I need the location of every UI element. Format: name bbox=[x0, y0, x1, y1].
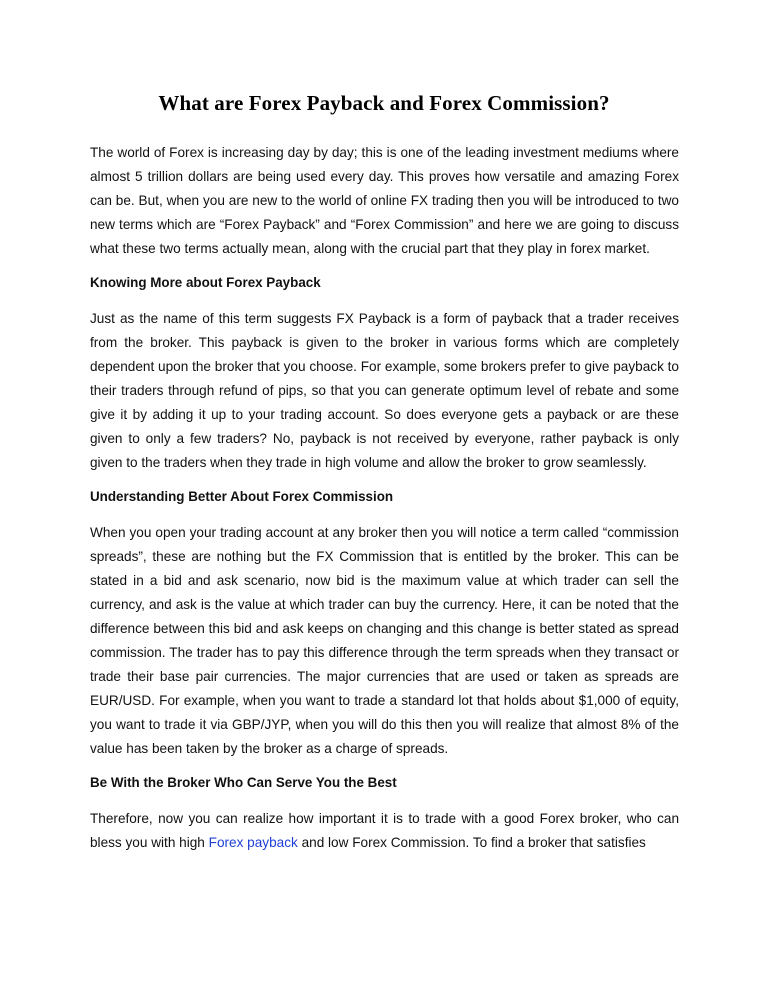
forex-payback-paragraph: Just as the name of this term suggests FX Payback is a form of payback that a trader receives from the broker. This payback is given to the broker in various forms which are completely dependent upon the broker that you choose. For example, some brokers prefer to give payback to their traders through refund of pips, so that you can generate optimum level of rebate and some give it by adding it up to your trading account. So does everyone gets a payback or are these given to only a few traders? No, payback is not received by everyone, rather payback is only given to the traders when they trade in high volume and allow the broker to grow seamlessly. bbox=[90, 311, 679, 470]
document-title: What are Forex Payback and Forex Commission? bbox=[158, 91, 610, 115]
section-heading-best-broker: Be With the Broker Who Can Serve You the Best bbox=[90, 775, 397, 790]
best-broker-text-end: and low Forex Commission. To find a broker that satisfies bbox=[297, 835, 646, 850]
section-heading-forex-commission: Understanding Better About Forex Commission bbox=[90, 489, 394, 504]
best-broker-text-start: Therefore, now you can realize how important it is to trade with a good Forex broker, who can bless you with high bbox=[90, 811, 679, 850]
section-heading-forex-payback: Knowing More about Forex Payback bbox=[90, 275, 321, 290]
forex-commission-paragraph: When you open your trading account at any broker then you will notice a term called “commission spreads”, these are nothing but the FX Commission that is entitled by the broker. This can be stated in a bid and ask scenario, now bid is the maximum value at which trader can sell the currency, and ask is the value at which trader can buy the currency. Here, it can be noted that the difference between this bid and ask keeps on changing and this change is better stated as spread commission. The trader has to pay this difference through the term spreads when they transact or trade their base pair currencies. The major currencies that are used or taken as spreads are EUR/USD. For example, when you want to trade a standard lot that holds about $1,000 of equity, you want to trade it via GBP/JYP, when you will do this then you will realize that almost 8% of the value has been taken by the broker as a charge of spreads. bbox=[90, 525, 679, 756]
intro-paragraph: The world of Forex is increasing day by day; this is one of the leading investment mediums where almost 5 trillion dollars are being used every day. This proves how versatile and amazing Forex can be. But, when you are new to the world of online FX trading then you will be introduced to two new terms which are “Forex Payback” and “Forex Commission” and here we are going to discuss what these two terms actually mean, along with the crucial part that they play in forex market. bbox=[90, 145, 679, 256]
best-broker-paragraph bbox=[90, 807, 679, 855]
document-body bbox=[90, 141, 679, 865]
forex-payback-link[interactable]: Forex payback bbox=[208, 835, 298, 850]
